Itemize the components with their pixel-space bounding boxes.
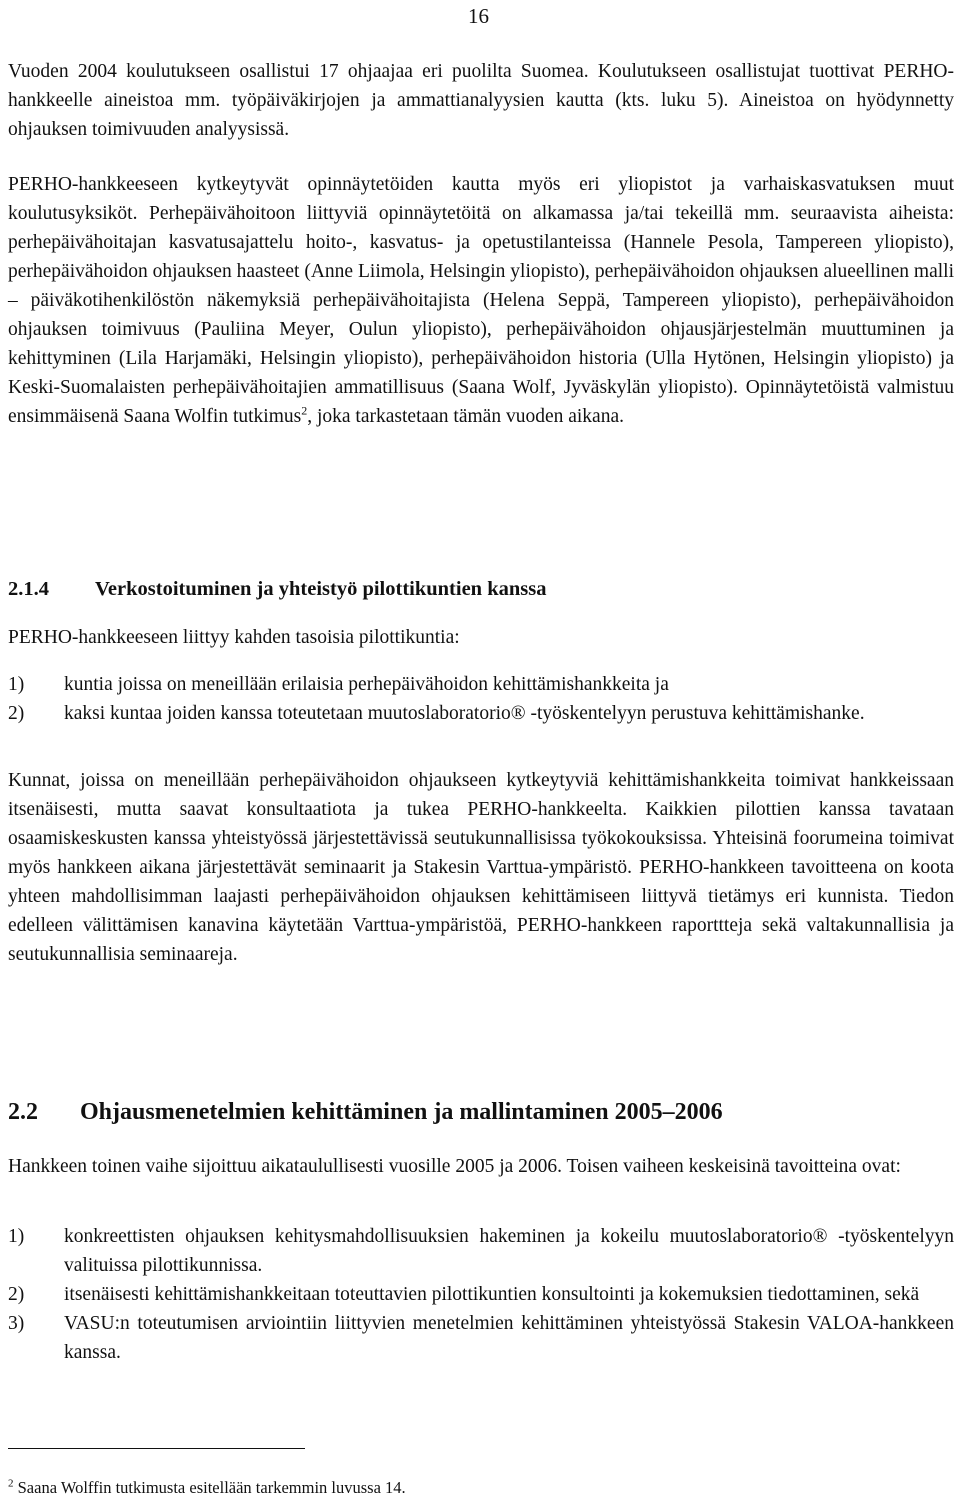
paragraph-theses: [8, 170, 954, 431]
list-item: [8, 1309, 954, 1367]
goals-list: [8, 1222, 954, 1367]
footnote-marker: 2: [8, 1477, 14, 1490]
paragraph-theses-end: , joka tarkastetaan tämän vuoden aikana.: [307, 406, 624, 427]
paragraph-municipalities: Kunnat, joissa on meneillään perhepäivähoidon ohjaukseen kytkeytyviä kehittämishankkeita toimivat hankkeissaan itsenäisesti, mutta saavat konsultaatiota ja tukea PERHO-hankkeelta. Kaikkien pilottien kanssa tavataan osaamiskeskusten kanssa yhteistyössä järjestettävissä seutukunnallisissa työkokouksissa. Yhteisinä foorumeina toimivat myös hankkeen aikana järjestettävät seminaarit ja Stakesin Varttua-ympäristö. PERHO-hankkeen tavoitteena on koota yhteen mahdollisimman laajasti perhepäivähoidon ohjauksen kehittämiseen liittyvä tietämys eri kunnista. Tiedon edelleen välittämisen kanavina käytetään Varttua-ympäristöä, PERHO-hankkeen raporttteja sekä valtakunnallisia ja seutukunnallisia seminaareja.: [8, 770, 954, 965]
footnote-reference: 2: [301, 403, 308, 418]
list-item: [8, 1222, 954, 1280]
section-heading-2-2: [8, 1099, 723, 1126]
list-marker: 1): [8, 1226, 25, 1247]
list-item: [8, 1280, 954, 1309]
list-item-text: kaksi kuntaa joiden kanssa toteutetaan muutoslaboratorio® -työskentelyyn perustuva kehittämishanke.: [64, 703, 865, 724]
section-intro: PERHO-hankkeeseen liittyy kahden tasoisia pilottikuntia:: [8, 627, 460, 648]
list-marker: 1): [8, 674, 25, 695]
page-number: 16: [468, 4, 489, 28]
footnote-text: Saana Wolffin tutkimusta esitellään tarkemmin luvussa 14.: [17, 1478, 406, 1497]
list-item-text: konkreettisten ohjauksen kehitysmahdollisuuksien hakeminen ja kokeilu muutoslaboratorio® -työskentelyyn valituissa pilottikunnissa.: [64, 1226, 954, 1276]
list-item: [8, 699, 954, 728]
list-item-text: itsenäisesti kehittämishankkeitaan toteuttavien pilottikuntien konsultointi ja kokemuksien tiedottaminen, sekä: [64, 1284, 920, 1305]
pilot-municipalities-list: [8, 670, 954, 728]
section-title: Ohjausmenetelmien kehittäminen ja mallintaminen 2005–2006: [80, 1099, 723, 1125]
list-marker: 2): [8, 1284, 25, 1305]
list-item-text: VASU:n toteutumisen arviointiin liittyvien menetelmien kehittäminen yhteistyössä Stakesin VALOA-hankkeen kanssa.: [64, 1313, 954, 1363]
list-item: [8, 670, 954, 699]
paragraph-training: Vuoden 2004 koulutukseen osallistui 17 ohjaajaa eri puolilta Suomea. Koulutukseen osallistujat tuottivat PERHO-hankkeelle aineistoa mm. työpäiväkirjojen ja ammattianalyysien kautta (kts. luku 5). Aineistoa on hyödynnetty ohjauksen toimivuuden analyysissä.: [8, 61, 954, 140]
paragraph-theses-text: PERHO-hankkeeseen kytkeytyvät opinnäytetöiden kautta myös eri yliopistot ja varhaiskasvatuksen muut koulutusyksiköt. Perhepäivähoitoon liittyviä opinnäytetöitä on alkamassa ja/tai tekeillä mm. seuraavista aiheista: perhepäivähoitajan kasvatusajattelu hoito-, kasvatus- ja opetustilanteissa (Hannele Pesola, Tampereen yliopisto), perhepäivähoidon ohjauksen haasteet (Anne Liimola, Helsingin yliopisto), perhepäivähoidon ohjauksen alueellinen malli – päiväkotihenkilöstön näkemyksiä perhepäivähoitajista (Helena Seppä, Tampereen yliopisto), perhepäivähoidon ohjauksen toimivuus (Pauliina Meyer, Oulun yliopisto), perhepäivähoidon ohjausjärjestelmän muuttuminen ja kehittyminen (Lila Harjamäki, Helsingin yliopisto), perhepäivähoidon historia (Ulla Hytönen, Helsingin yliopisto) ja Keski-Suomalaisten perhepäivähoitajien ammatillisuus (Saana Wolf, Jyväskylän yliopisto). Opinnäytetöistä valmistuu ensimmäisenä Saana Wolfin tutkimus: [8, 174, 954, 427]
section-title: Verkostoituminen ja yhteistyö pilottikuntien kanssa: [95, 578, 547, 600]
section-number: 2.1.4: [8, 578, 49, 600]
footnote: [8, 1478, 406, 1498]
section-intro: Hankkeen toinen vaihe sijoittuu aikataulullisesti vuosille 2005 ja 2006. Toisen vaiheen keskeisinä tavoitteina ovat:: [8, 1156, 901, 1177]
section-heading-2-1-4: [8, 578, 546, 601]
list-marker: 3): [8, 1313, 25, 1334]
list-marker: 2): [8, 703, 25, 724]
section-number: 2.2: [8, 1099, 38, 1125]
footnote-separator: [8, 1448, 305, 1449]
list-item-text: kuntia joissa on meneillään erilaisia perhepäivähoidon kehittämishankkeita ja: [64, 674, 669, 695]
